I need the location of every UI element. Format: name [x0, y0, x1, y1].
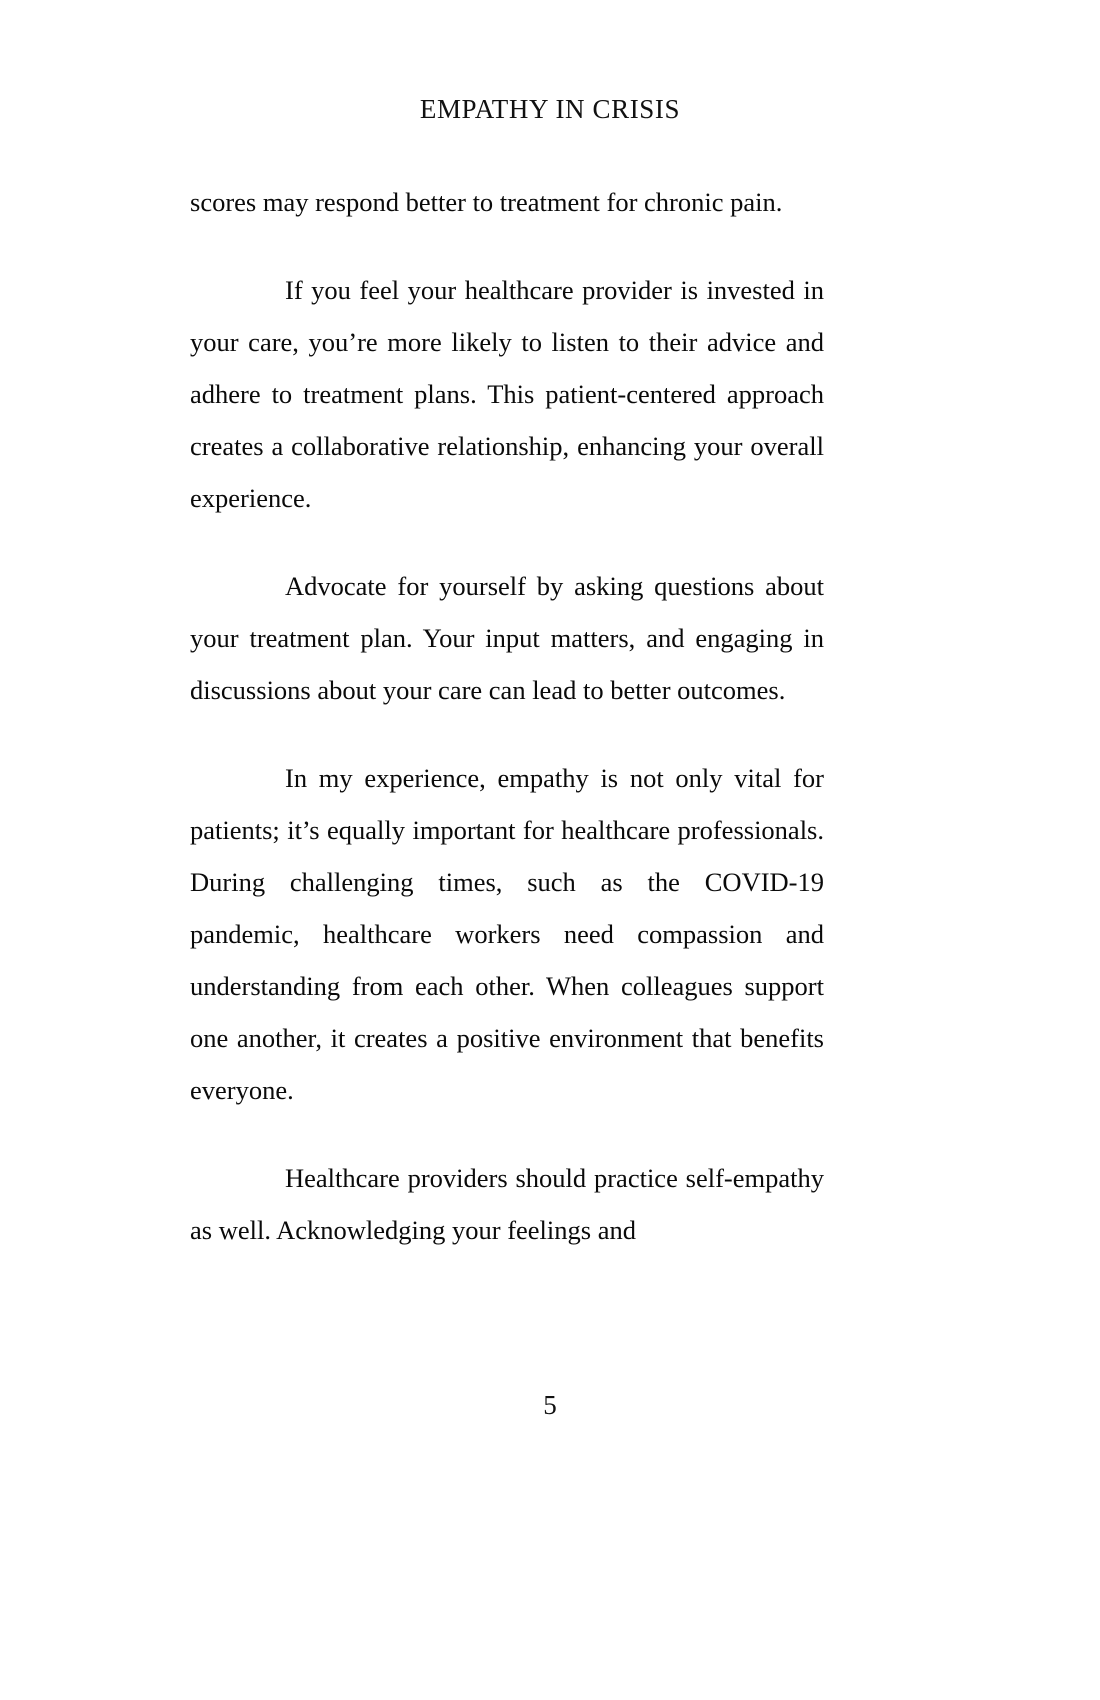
- paragraph-self-empathy: Healthcare providers should practice self-empathy as well. Acknowledging your feelings and: [190, 1163, 824, 1245]
- page-number: 5: [543, 1390, 557, 1420]
- paragraph-experience: In my experience, empathy is not only vital for patients; it’s equally important for healthcare professionals. During challenging times, such as the COVID-19 pandemic, healthcare workers need compassion and understanding from each other. When colleagues support one another, it creates a positive environment that benefits everyone.: [190, 763, 824, 1105]
- body-text-block: [190, 176, 824, 1256]
- paragraph-provider-investment: If you feel your healthcare provider is invested in your care, you’re more likely to listen to their advice and adhere to treatment plans. This patient-centered approach creates a collaborative relationship, enhancing your overall experience.: [190, 275, 824, 513]
- paragraph-advocate: Advocate for yourself by asking questions about your treatment plan. Your input matters, and engaging in discussions about your care can lead to better outcomes.: [190, 571, 824, 705]
- paragraph-continuation: scores may respond better to treatment for chronic pain.: [190, 187, 783, 217]
- running-header: EMPATHY IN CRISIS: [419, 94, 681, 124]
